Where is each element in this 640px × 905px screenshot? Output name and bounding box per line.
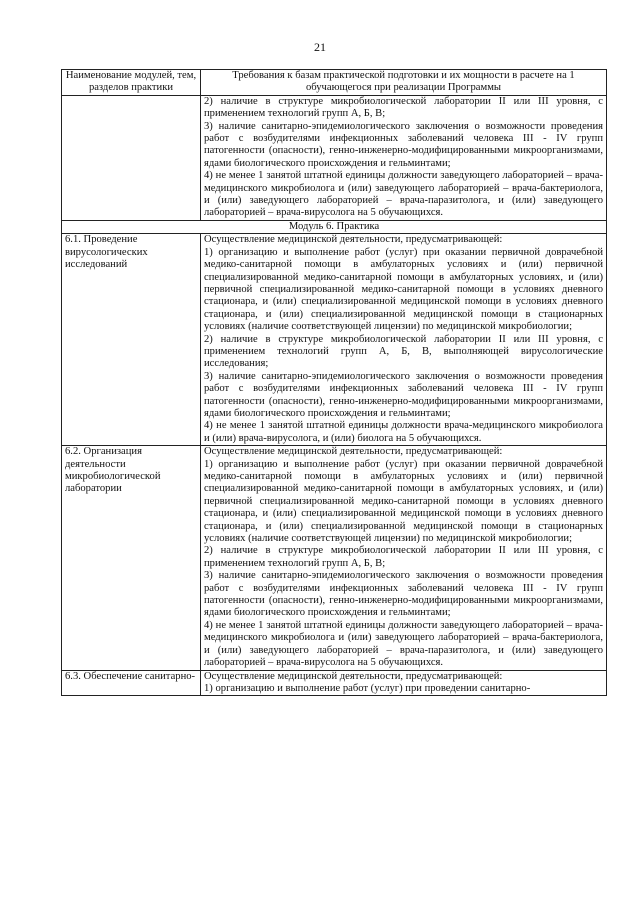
page-number: 21: [314, 40, 326, 54]
requirement-item: 4) не менее 1 занятой штатной единицы должности врача-медицинского микробиолога и (или) врача-вирусолога, и (или) биолога на 5 обучающихся.: [204, 420, 603, 444]
requirement-item: Осуществление медицинской деятельности, предусматривающей:: [204, 234, 503, 246]
requirement-item: 3) наличие санитарно-эпидемиологического заключения о возможности проведения работ с возбудителями инфекционных заболеваний человека III - IV групп патогенности (опасности), генно-инженерно-модифицированными микроорганизмами, ядами биологического происхождения и гельминтами;: [204, 570, 603, 619]
module-name-cell: [62, 95, 201, 220]
requirement-item: 2) наличие в структуре микробиологической лаборатории II или III уровня, с применением технологий групп А, Б, В, выполняющей вирусологические исследования;: [204, 333, 603, 370]
requirements-table: [61, 69, 607, 696]
requirement-item: 3) наличие санитарно-эпидемиологического заключения о возможности проведения работ с возбудителями инфекционных заболеваний человека III - IV групп патогенности (опасности), генно-инженерно-модифицированными микроорганизмами, ядами биологического происхождения и гельминтами;: [204, 120, 603, 169]
requirement-item: 2) наличие в структуре микробиологической лаборатории II или III уровня, с применением технологий групп А, Б, В;: [204, 545, 603, 569]
table-row: [62, 446, 607, 670]
module-name-cell: 6.3. Обеспечение санитарно-: [62, 670, 201, 696]
requirement-item: 2) наличие в структуре микробиологической лаборатории II или III уровня, с применением технологий групп А, Б, В;: [204, 95, 603, 120]
requirements-cell: [201, 670, 607, 696]
table-header-row: [62, 70, 607, 96]
requirement-item: 4) не менее 1 занятой штатной единицы должности заведующего лабораторией – врача-медицинского микробиолога и (или) заведующего лабораторией – врача-бактериолога, и (или) заведующего лабораторией – врача-паразитолога, и (или) заведующего лабораторией – врача-вирусолога на 5 обучающихся.: [204, 170, 603, 219]
requirement-item: 3) наличие санитарно-эпидемиологического заключения о возможности проведения работ с возбудителями инфекционных заболеваний человека III - IV групп патогенности (опасности), генно-инженерно-модифицированными микроорганизмами, ядами биологического происхождения и гельминтами;: [204, 370, 603, 419]
requirement-item: 1) организацию и выполнение работ (услуг) при оказании первичной доврачебной медико-санитарной помощи в амбулаторных условиях и (или) первичной специализированной медико-санитарной помощи в амбулаторных условиях, и (или) первичной специализированной медико-санитарной помощи в условиях дневного стационара, и (или) специализированной медицинской помощи в условиях дневного стационара, и (или) специализированной медицинской помощи в стационарных условиях (наличие соответствующей лицензии) по медицинской микробиологии;: [204, 458, 603, 545]
requirement-item: Осуществление медицинской деятельности, предусматривающей:: [204, 446, 503, 458]
requirements-cell: [201, 234, 607, 446]
table-row: [62, 95, 607, 220]
header-requirements: Требования к базам практической подготовки и их мощности в расчете на 1 обучающегося при реализации Программы: [201, 70, 607, 96]
requirement-item: 1) организацию и выполнение работ (услуг) при оказании первичной доврачебной медико-санитарной помощи в амбулаторных условиях и (или) первичной специализированной медико-санитарной помощи в амбулаторных условиях, и (или) первичной специализированной медико-санитарной помощи в условиях дневного стационара, и (или) специализированной медицинской помощи в условиях дневного стационара, и (или) специализированной медицинской помощи в стационарных условиях (наличие соответствующей лицензии) по медицинской микробиологии;: [204, 246, 603, 333]
requirement-item: Осуществление медицинской деятельности, предусматривающей:: [204, 670, 503, 682]
module-name-cell: 6.2. Организация деятельности микробиологической лаборатории: [62, 446, 201, 670]
requirement-item: 1) организацию и выполнение работ (услуг) при проведении санитарно-: [204, 682, 531, 694]
requirement-item: 4) не менее 1 занятой штатной единицы должности заведующего лабораторией – врача-медицинского микробиолога и (или) заведующего лабораторией – врача-бактериолога, и (или) заведующего лабораторией – врача-паразитолога, и (или) заведующего лабораторией – врача-вирусолога на 5 обучающихся.: [204, 619, 603, 669]
table-row: [62, 670, 607, 696]
requirements-cell: [201, 446, 607, 670]
header-module-name: Наименование модулей, тем, разделов практики: [62, 70, 201, 96]
module-title-row: [62, 220, 607, 233]
module-title: Модуль 6. Практика: [62, 220, 607, 233]
module-name-cell: 6.1. Проведение вирусологических исследований: [62, 234, 201, 446]
table-row: [62, 234, 607, 446]
requirements-cell: [201, 95, 607, 220]
